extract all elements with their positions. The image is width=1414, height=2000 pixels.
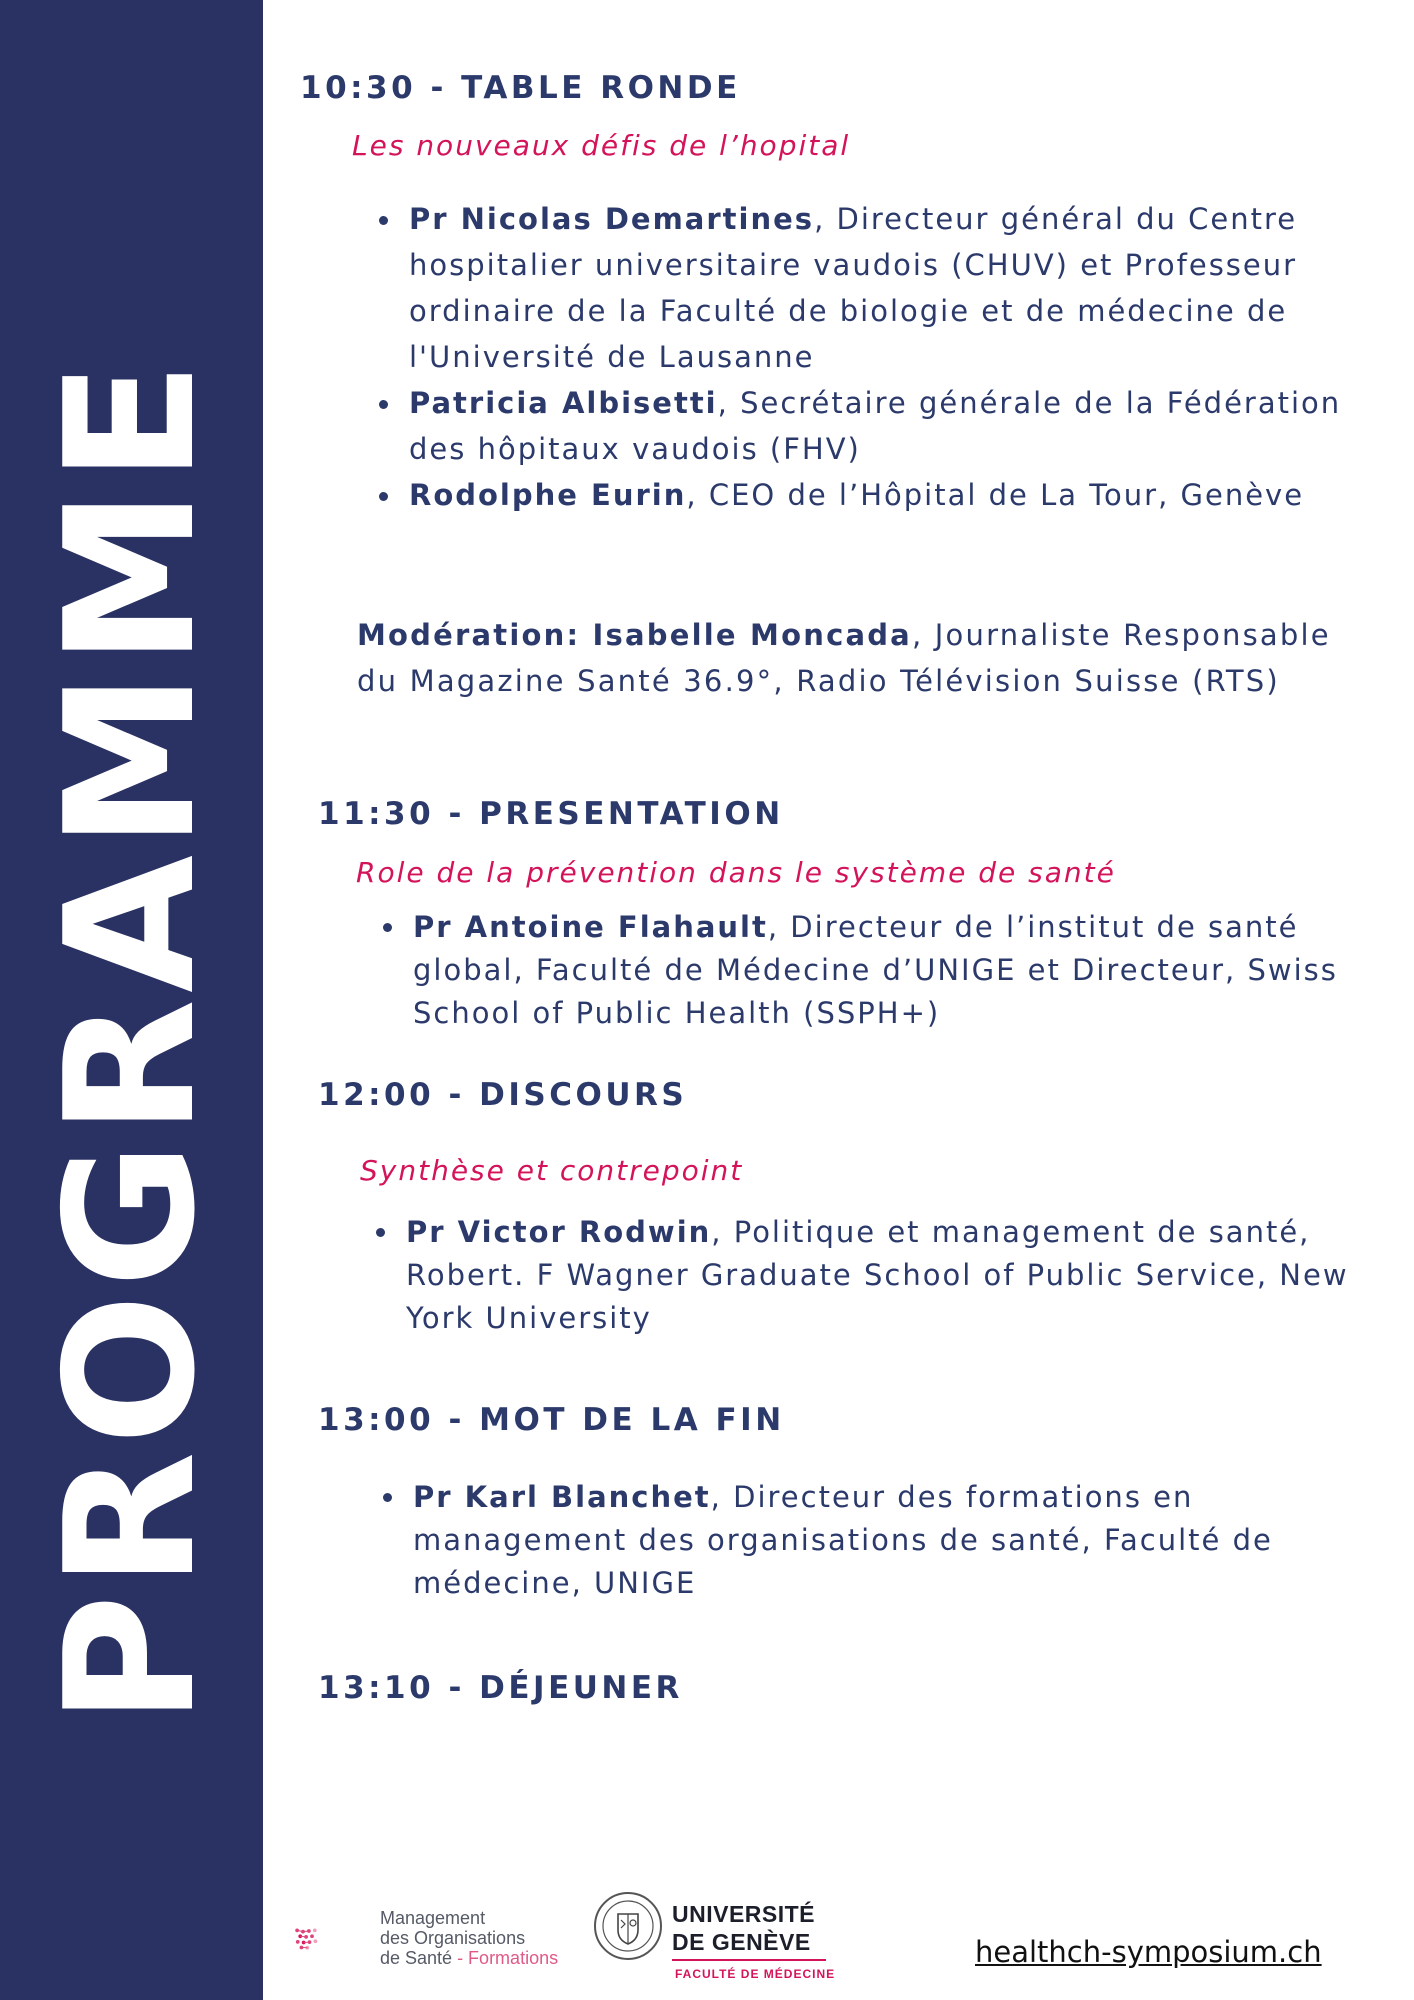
section-heading-discours: 12:00 - DISCOURS — [318, 1077, 688, 1113]
speaker-list-discours — [366, 1211, 1386, 1340]
unige-logo-line2: DE GENÈVE — [672, 1929, 811, 1955]
speaker-desc: , Directeur des formations en management des organisations de santé, Faculté de médecine, UNIGE — [413, 1480, 1273, 1600]
speaker-name: Pr Nicolas Demartines — [409, 202, 815, 236]
section-heading-mot-de-la-fin: 13:00 - MOT DE LA FIN — [318, 1402, 785, 1438]
mos-logo-icon — [294, 1900, 384, 1980]
speaker-desc: , Directeur général du Centre hospitalier universitaire vaudois (CHUV) et Professeur ordinaire de la Faculté de biologie et de médecine de l'Université de Lausanne — [409, 202, 1298, 374]
unige-divider — [672, 1959, 826, 1961]
mos-logo-line2: des Organisations — [380, 1928, 526, 1948]
moderator-desc: , Journaliste Responsable du Magazine Santé 36.9°, Radio Télévision Suisse (RTS) — [357, 618, 1331, 698]
section-heading-dejeuner: 13:10 - DÉJEUNER — [318, 1670, 683, 1706]
moderator-name: Modération: Isabelle Moncada — [357, 618, 912, 652]
mos-logo-line3b: - Formations — [452, 1948, 559, 1968]
section-subtitle-table-ronde: Les nouveaux défis de l’hopital — [352, 129, 851, 162]
list-item — [406, 1211, 1386, 1340]
list-item — [413, 1476, 1388, 1605]
sidebar — [0, 0, 263, 2000]
speaker-name: Rodolphe Eurin — [409, 478, 687, 512]
speaker-name: Pr Antoine Flahault — [413, 910, 768, 944]
section-subtitle-discours: Synthèse et contrepoint — [360, 1154, 744, 1187]
section-heading-table-ronde: 10:30 - TABLE RONDE — [300, 70, 741, 106]
list-item — [409, 472, 1384, 518]
speaker-list-table-ronde — [369, 196, 1384, 518]
list-item — [409, 196, 1384, 380]
unige-seal-icon — [592, 1890, 664, 1962]
section-subtitle-presentation: Role de la prévention dans le système de santé — [356, 856, 1116, 889]
unige-logo-line1: UNIVERSITÉ — [672, 1901, 816, 1927]
mos-logo-line3a: de Santé — [380, 1948, 453, 1968]
speaker-desc: , Directeur de l’institut de santé global, Faculté de Médecine d’UNIGE et Directeur, Swiss School of Public Health (SSPH+) — [413, 910, 1338, 1030]
mos-logo-text — [380, 1908, 558, 1968]
mos-logo-line1: Management — [380, 1908, 486, 1928]
speaker-desc: , CEO de l’Hôpital de La Tour, Genève — [686, 478, 1305, 512]
website-link[interactable]: healthch-symposium.ch — [975, 1935, 1322, 1969]
list-item — [413, 906, 1388, 1035]
speaker-desc: , Secrétaire générale de la Fédération des hôpitaux vaudois (FHV) — [409, 386, 1342, 466]
speaker-name: Pr Victor Rodwin — [406, 1215, 712, 1249]
unige-logo-text — [672, 1900, 815, 1956]
speaker-name: Patricia Albisetti — [409, 386, 718, 420]
list-item — [409, 380, 1384, 472]
section-heading-presentation: 11:30 - PRESENTATION — [318, 796, 784, 832]
speaker-name: Pr Karl Blanchet — [413, 1480, 711, 1514]
programme-title: PROGRAMME — [27, 355, 234, 1725]
moderation-block — [357, 612, 1367, 704]
speaker-list-mot-de-la-fin — [373, 1476, 1388, 1605]
unige-faculty: FACULTÉ DE MÉDECINE — [675, 1967, 836, 1981]
speaker-desc: , Politique et management de santé, Robert. F Wagner Graduate School of Public Service, New York University — [406, 1215, 1349, 1335]
speaker-list-presentation — [373, 906, 1388, 1035]
